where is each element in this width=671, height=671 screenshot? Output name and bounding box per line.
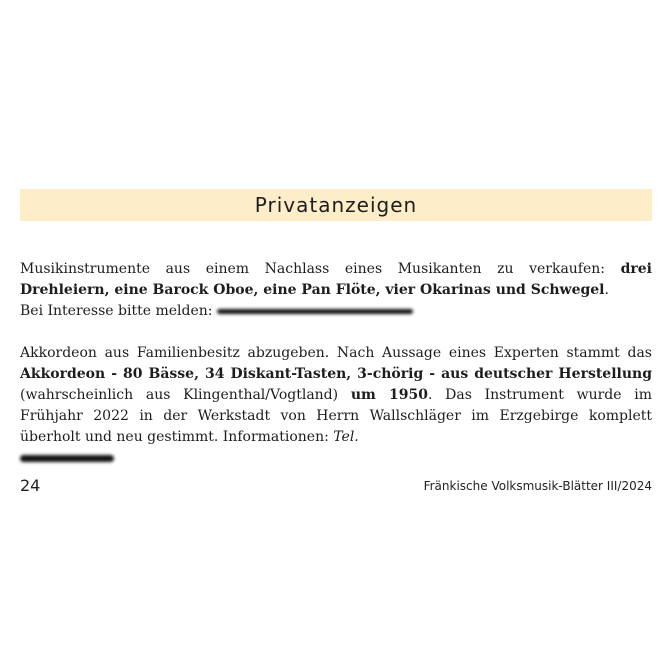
tel-label: Tel.: [333, 429, 359, 445]
ad-text-2: (wahrscheinlich aus Klingenthal/Vogtland): [20, 387, 339, 403]
redacted-phone: [20, 455, 114, 462]
page-number: 24: [20, 476, 41, 495]
ad-text-1: Akkordeon aus Familienbesitz abzugeben. Nach Aussage eines Experten stammt das: [20, 345, 652, 361]
page-footer: [20, 476, 652, 496]
ad-bold-1: Akkordeon - 80 Bässe, 34 Diskant-Tasten, 3-chörig - aus deutscher Herstellung: [20, 366, 652, 382]
section-title: Privatanzeigen: [254, 193, 418, 217]
ad-intro-text: Musikinstrumente aus einem Nachlass eines Musikanten zu verkaufen:: [20, 261, 606, 277]
classified-ad-instruments: [20, 259, 652, 322]
ad-bold-2: um 1950: [350, 387, 428, 403]
ad-text-3: . Das Instrument wurde im Frühjahr 2022 in der Werkstadt von Herrn Wallschläger im Erzgebirge komplett überholt und neu gestimmt. Informationen:: [20, 387, 652, 445]
ad-contact-label: Bei Interesse bitte melden:: [20, 303, 213, 319]
section-banner: [20, 189, 652, 221]
ad-period: .: [604, 282, 609, 298]
redacted-contact: [217, 309, 413, 314]
ad-items-bold: drei Drehleiern, eine Barock Oboe, eine Pan Flöte, vier Okarinas und Schwegel: [20, 261, 652, 298]
classified-ad-accordion: [20, 343, 652, 469]
journal-title: Fränkische Volksmusik-Blätter III/2024: [423, 479, 652, 493]
